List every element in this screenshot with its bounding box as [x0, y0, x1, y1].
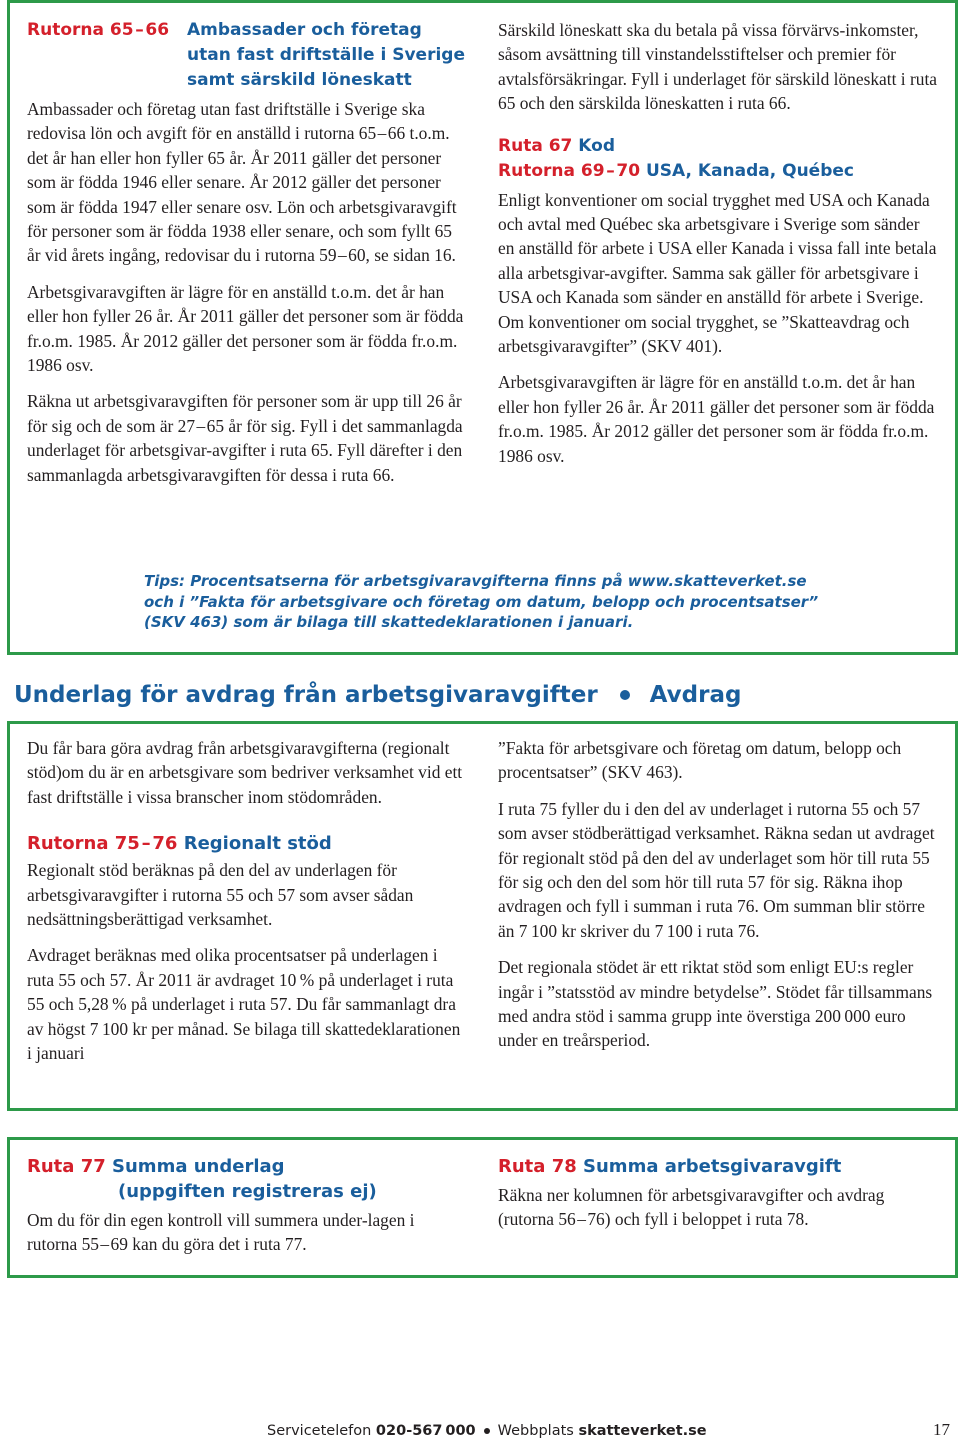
heading-number: Ruta 77: [27, 1156, 106, 1177]
heading-text: Summa underlag: [112, 1156, 285, 1177]
service-label: Servicetelefon: [267, 1423, 372, 1439]
paragraph: Om du för din egen kontroll vill summera under-lagen i rutorna 55 – 69 kan du göra det i ruta 77.: [27, 1210, 415, 1255]
paragraph: I ruta 75 fyller du i den del av underlaget i rutorna 55 och 57 som avser stödberättigad verksamhet. Räkna sedan ut avdraget för regionalt stöd på den del av underlaget som hör till ruta 55 för sig och den del som hör till ruta 57 för sig. Räkna ihop avdragen och fyll i summan i ruta 76. Om summan blir större än 7 100 kr skriver du 7 100 i ruta 76.: [498, 798, 935, 941]
tips-line: och i ”Fakta för arbetsgivare och företag om datum, belopp och procentsatser”: [144, 592, 819, 611]
heading-number: Rutorna 75 – 76: [27, 833, 178, 855]
bullet-icon: [620, 690, 630, 700]
heading-ruta-67: [498, 134, 938, 159]
heading-number: Ruta 67: [498, 135, 573, 156]
paragraph: Det regionala stödet är ett riktat stöd som enligt EU:s regler ingår i ”statsstöd av mindre betydelse”. Stödet får tillsammans med andra stöd i samma grupp inte överstiga 200 000 euro under en treårsperiod.: [498, 957, 933, 1051]
paragraph: Räkna ner kolumnen för arbetsgivaravgifter och avdrag (rutorna 56 – 76) och fyll i beloppet i ruta 78.: [498, 1185, 885, 1230]
section-title-main: Underlag för avdrag från arbetsgivaravgifter: [14, 682, 598, 708]
heading-number: Rutorna 65 – 66: [27, 20, 170, 40]
heading-text: USA, Kanada, Québec: [646, 160, 854, 181]
box2-right-column: [498, 736, 938, 1065]
tips-note: [144, 571, 864, 633]
paragraph: Särskild löneskatt ska du betala på vissa förvärvs-inkomster, såsom avsättning till vinstandelsstiftelser och premier för avtalsförsäkringar. Fyll i underlaget för särskild löneskatt i ruta 65 och den särskilda löneskatten i ruta 66.: [498, 20, 938, 114]
heading-subline: (uppgiften registreras ej): [118, 1181, 377, 1202]
heading-ruta-77: [27, 1154, 467, 1179]
box1-left-column: [27, 18, 467, 499]
page-footer: [267, 1423, 707, 1439]
heading-line: samt särskild löneskatt: [187, 70, 412, 90]
heading-number: Rutorna 69 – 70: [498, 160, 641, 181]
paragraph: ”Fakta för arbetsgivare och företag om datum, belopp och procentsatser” (SKV 463).: [498, 738, 902, 783]
heading-rutorna-69-70: [498, 159, 938, 184]
web-label: Webbplats: [497, 1423, 574, 1439]
paragraph: Arbetsgivaravgiften är lägre för en anställd t.o.m. det år han eller hon fyller 26 år. År 2011 gäller det personer som är födda fr.o.m. 1985. År 2012 gäller det personer som är födda fr.o.m. 1986 osv.: [27, 281, 464, 376]
heading-line: Ambassader och företag: [187, 20, 422, 40]
paragraph: Du får bara göra avdrag från arbetsgivaravgifterna (regionalt stöd)om du är en arbetsgivare som bedriver verksamhet vid ett fast driftställe i vissa branscher inom stödområden.: [27, 738, 463, 807]
box3-left-column: [27, 1154, 467, 1269]
box3-right-column: [498, 1154, 938, 1244]
section-title-sub: Avdrag: [649, 682, 742, 708]
web-link[interactable]: skatteverket.se: [578, 1423, 707, 1439]
bullet-icon: [484, 1428, 490, 1434]
heading-line: utan fast driftställe i Sverige: [187, 45, 465, 65]
tips-line: (SKV 463) som är bilaga till skattedeklarationen i januari.: [144, 613, 634, 631]
heading-rutorna-75-76: [27, 831, 467, 856]
heading-number: Ruta 78: [498, 1156, 577, 1177]
paragraph: Ambassader och företag utan fast driftställe i Sverige ska redovisa lön och avgift för en anställd i rutorna 65 – 66 t.o.m. det år han eller hon fyller 65 år. År 2011 gäller det personer som är födda 1946 eller senare. År 2012 gäller det personer som är födda 1947 eller senare osv. Lön och arbetsgivaravgift för personer som är födda 1938 eller senare, och som fyllt 65 år vid årets ingång, redovisar du i rutorna 59 – 60, se sidan 16.: [27, 99, 457, 266]
heading-rutorna-65-66: [27, 18, 467, 93]
heading-text: Summa arbetsgivaravgift: [583, 1156, 842, 1177]
paragraph: Enligt konventioner om social trygghet med USA och Kanada och avtal med Québec ska arbetsgivare i Sverige som sänder en anställd för arbete i USA eller Kanada i vissa fall inte betala alla arbetsgivar-avgifter. Samma sak gäller för arbetsgivare i USA och Kanada som sänder en anställd för arbete i Sverige. Om konventioner om social trygghet, se ”Skatteavdrag och arbetsgivaravgifter” (SKV 401).: [498, 189, 937, 357]
tips-line: Procentsatserna för arbetsgivaravgifterna finns på www.skatteverket.se: [190, 572, 807, 590]
heading-text: Regionalt stöd: [183, 833, 332, 855]
paragraph: Arbetsgivaravgiften är lägre för en anställd t.o.m. det år han eller hon fyller 26 år. År 2011 gäller det personer som är födda fr.o.m. 1985. År 2012 gäller det personer som är födda fr.o.m. 1986 osv.: [498, 372, 935, 466]
page-number: 17: [933, 1420, 950, 1439]
paragraph: Regionalt stöd beräknas på den del av underlagen för arbetsgivaravgifter i rutorna 55 och 57 som avser sådan nedsättningsberättigad verksamhet.: [27, 860, 414, 930]
heading-text: Kod: [578, 135, 616, 156]
heading-ruta-78: [498, 1154, 938, 1179]
section-title: [14, 682, 741, 708]
box2-left-column: [27, 736, 467, 1077]
service-number: 020-567 000: [375, 1423, 476, 1439]
paragraph: Avdraget beräknas med olika procentsatser på underlagen i ruta 55 och 57. År 2011 är avdraget 10 % på underlaget i ruta 55 och 5,28 % på underlaget i ruta 57. Du får sammanlagt dra av högst 7 100 kr per månad. Se bilaga till skattedeklarationen i januari: [27, 945, 461, 1064]
tips-label: Tips:: [144, 572, 186, 590]
paragraph: Räkna ut arbetsgivaravgiften för personer som är upp till 26 år för sig och de som är 27 – 65 år för sig. Fyll i det sammanlagda underlaget för arbetsgivar-avgifter i ruta 65. Fyll därefter i den sammanlagda arbetsgivaravgiften för dessa i ruta 66.: [27, 391, 463, 485]
box1-right-column: [498, 18, 938, 480]
